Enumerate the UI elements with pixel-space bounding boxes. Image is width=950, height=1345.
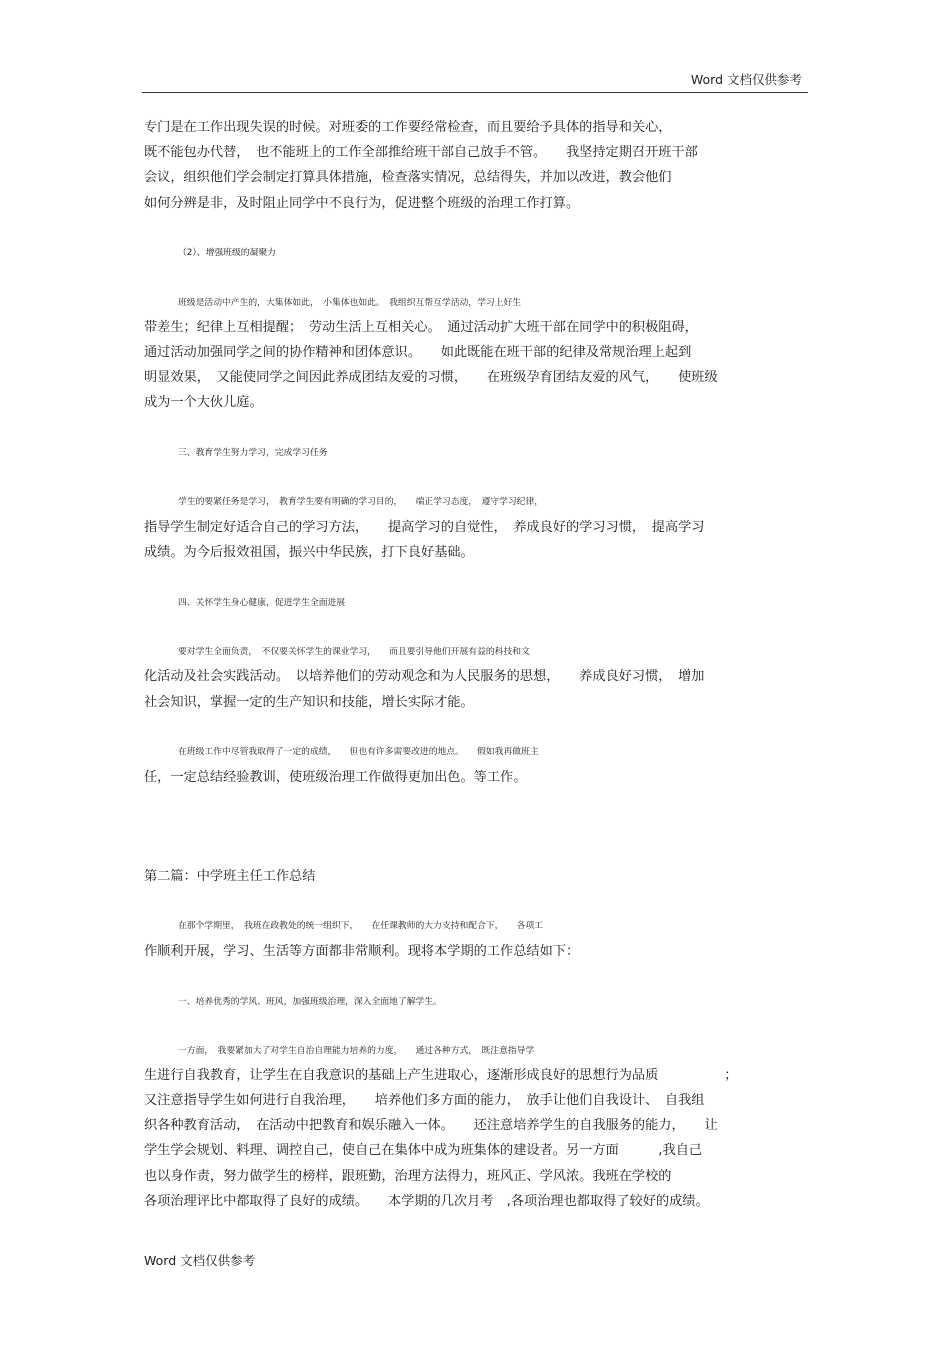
text-line: 生进行自我教育，让学生在自我意识的基础上产生进取心，逐渐形成良好的思想行为品质 ； bbox=[144, 1068, 738, 1083]
text-line: 会议，组织他们学会制定打算具体措施，检查落实情况，总结得失，并加以改进，教会他们 bbox=[144, 170, 672, 185]
header-divider bbox=[142, 92, 808, 93]
text-line: 化活动及社会实践活动。 以培养他们的劳动观念和为人民服务的思想， 养成良好习惯， 增加 bbox=[144, 669, 705, 684]
text-line: 班级是活动中产生的，大集体如此， 小集体也如此。 我组织互帮互学活动，学习上好生 bbox=[178, 298, 522, 308]
text-line: 各项治理评比中都取得了良好的成绩。 本学期的几次月考 ,各项治理也都取得了较好的成绩。 bbox=[144, 1194, 709, 1209]
text-line: 指导学生制定好适合自己的学习方法， 提高学习的自觉性， 养成良好的学习习惯， 提高学习 bbox=[144, 520, 705, 535]
text-line: 专门是在工作出现失误的时候。对班委的工作要经常检查，而且要给予具体的指导和关心， bbox=[144, 120, 672, 135]
text-line: 织各种教育活动， 在活动中把教育和娱乐融入一体。 还注意培养学生的自我服务的能力， 让 bbox=[144, 1118, 718, 1133]
section-heading: 一、培养优秀的学风、班风，加强班级治理，深入全面地了解学生。 bbox=[178, 997, 442, 1007]
text-line: 又注意指导学生如何进行自我治理， 培养他们多方面的能力， 放手让他们自我设计、 自我组 bbox=[144, 1093, 705, 1108]
text-line: 在那个学期里， 我班在政教处的统一组织下， 在任课教师的大力支持和配合下， 各项工 bbox=[178, 921, 544, 931]
section-heading: （2）、增强班级的凝聚力 bbox=[178, 248, 276, 258]
page-header: Word 文档仅供参考 bbox=[690, 72, 802, 87]
text-line: 通过活动加强同学之间的协作精神和团体意识。 如此既能在班干部的纪律及常规治理上起到 bbox=[144, 345, 692, 360]
section-heading: 三、教育学生努力学习，完成学习任务 bbox=[178, 448, 328, 458]
text-line: 一方面， 我要紧加大了对学生自治自理能力培养的力度， 通过各种方式， 既注意指导学 bbox=[178, 1046, 535, 1056]
text-line: 在班级工作中尽管我取得了一定的成绩， 但也有许多需要改进的地点。 假如我再做班主 bbox=[178, 747, 539, 757]
text-line: 成绩。为今后报效祖国，振兴中华民族，打下良好基础。 bbox=[144, 545, 474, 560]
text-line: 学生学会规划、料理、调控自己，使自己在集体中成为班集体的建设者。另一方面 ,我自己 bbox=[144, 1143, 703, 1158]
text-line: 要对学生全面负责， 不仅要关怀学生的课业学习， 而且要引导他们开展有益的科技和文 bbox=[178, 647, 530, 657]
page-footer: Word 文档仅供参考 bbox=[144, 1253, 256, 1268]
chapter-title: 第二篇：中学班主任工作总结 bbox=[144, 869, 316, 884]
text-line: 作顺利开展，学习、生活等方面都非常顺利。现将本学期的工作总结如下： bbox=[144, 944, 580, 959]
section-heading: 四、关怀学生身心健康，促进学生全面进展 bbox=[178, 598, 346, 608]
text-line: 带差生；纪律上互相提醒； 劳动生活上互相关心。 通过活动扩大班干部在同学中的积极阻碍， bbox=[144, 320, 698, 335]
text-line: 成为一个大伙儿庭。 bbox=[144, 395, 263, 410]
text-line: 也以身作责，努力做学生的榜样，跟班勤，治理方法得力，班风正、学风浓。我班在学校的 bbox=[144, 1169, 672, 1184]
text-line: 学生的要紧任务是学习， 教育学生要有明确的学习目的， 端正学习态度， 遵守学习纪律， bbox=[178, 497, 544, 507]
text-line: 如何分辨是非，及时阻止同学中不良行为，促进整个班级的治理工作打算。 bbox=[144, 196, 580, 211]
text-line: 既不能包办代替， 也不能班上的工作全部推给班干部自己放手不管。 我坚持定期召开班干部 bbox=[144, 145, 698, 160]
text-line: 社会知识，掌握一定的生产知识和技能，增长实际才能。 bbox=[144, 695, 474, 710]
text-line: 任，一定总结经验教训，使班级治理工作做得更加出色。等工作。 bbox=[144, 770, 527, 785]
text-line: 明显效果， 又能使同学之间因此养成团结友爱的习惯， 在班级孕育团结友爱的风气， 使班级 bbox=[144, 370, 718, 385]
